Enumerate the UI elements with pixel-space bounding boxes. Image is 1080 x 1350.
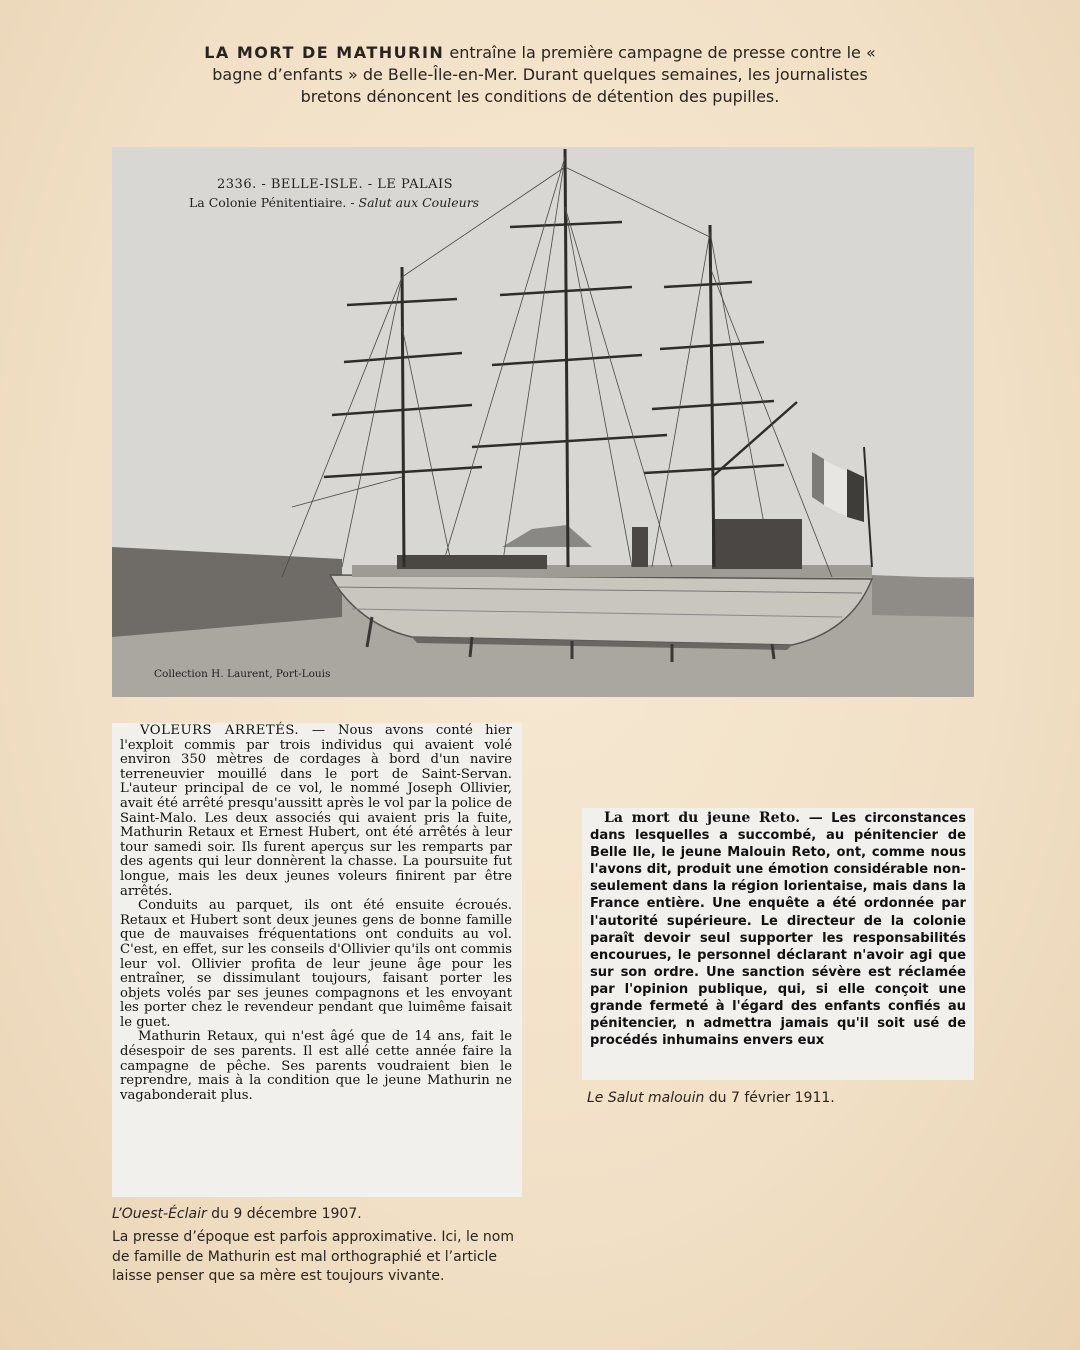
newspaper-clipping-reto xyxy=(582,808,974,1080)
newspaper-clipping-voleurs xyxy=(112,723,522,1197)
postcard-title: 2336. - BELLE-ISLE. - LE PALAIS xyxy=(217,177,454,192)
note-text: La presse d’époque est parfois approximative. Ici, le nom de famille de Mathurin est mal orthographié et l’article laisse penser que sa mère est toujours vivante. xyxy=(112,1229,515,1284)
caption2-source: Le Salut malouin xyxy=(587,1090,705,1106)
caption1-date: du 9 décembre 1907. xyxy=(206,1206,362,1222)
postcard-subtitle-a: La Colonie Pénitentiaire. - xyxy=(189,195,359,210)
caption-salut-malouin xyxy=(587,1089,835,1108)
clip2-paragraph xyxy=(590,810,966,1049)
caption2-date: du 7 février 1911. xyxy=(704,1090,835,1106)
clip1-p1: Nous avons conté hier l'exploit commis par trois individus qui avaient volé environ 350 mètres de cordages à bord d'un navire terreneuvier mouillé dans le port de Saint-Servan. L'auteur principal de ce vol, le nommé Joseph Ollivier, avait été arrêté presqu'aussitt après le vol par la police de Saint-Malo. Les deux associés qui avaient pris la fuite, Mathurin Retaux et Ernest Hubert, ont été arrêtés à leur tour samedi soir. Ils furent aperçus sur les remparts par des agents qui leur donnèrent la chasse. La poursuite fut longue, mais les deux jeunes voleurs finirent par être arrêtés. xyxy=(120,723,512,899)
caption-ouest-eclair xyxy=(112,1205,362,1224)
intro-body: entraîne la première campagne de presse contre le « bagne d’enfants » de Belle-Île-en-Mer. Durant quelques semaines, les journalistes bretons dénoncent les conditions de détention des pupilles. xyxy=(212,43,876,106)
clip2-body: Les circonstances dans lesquelles a succombé, au pénitencier de Belle Ile, le jeune Malouin Reto, ont, comme nous l'avons dit, produit une émotion considérable non-seulement dans la région lorientaise, mais dans la France entière. Une enquête a été ordonnée par l'autorité supérieure. Le directeur de la colonie paraît devoir seul supporter les responsabilités encourues, le personnel déclarant n'avoir agi que sur son ordre. Une sanction sévère est réclamée par l'opinion publique, qui, si elle conçoit une grande fermeté à l'égard des enfants confiés au pénitencier, n admettra jamais qu'il soit usé de procédés inhumains envers eux xyxy=(590,811,966,1049)
clip2-heading: La mort du jeune Reto. — xyxy=(604,810,823,826)
postcard-collection: Collection H. Laurent, Port-Louis xyxy=(154,668,331,680)
ship-photo-postcard xyxy=(112,147,974,697)
clip1-paragraph: Mathurin Retaux, qui n'est âgé que de 14 ans, fait le désespoir de ses parents. Il est allé cette année faire la campagne de pêche. Ses parents voudraient bien le reprendre, mais à la condition que le jeune Mathurin ne vagabonderait plus. xyxy=(120,1029,512,1103)
ship-illustration xyxy=(112,147,974,697)
intro-lead: LA MORT DE MATHURIN xyxy=(204,43,445,62)
clip1-heading: VOLEURS ARRETÉS. — xyxy=(140,723,326,738)
postcard-subtitle xyxy=(189,195,479,210)
intro-text xyxy=(180,42,900,108)
clip1-paragraph: Conduits au parquet, ils ont été ensuite écroués. Retaux et Hubert sont deux jeunes gens de bonne famille que de mauvaises fréquentations ont conduits au vol. C'est, en effet, sur les conseils d'Ollivier qu'ils ont commis leur vol. Ollivier profita de leur jeune âge pour les entraîner, se dissimulant toujours, faisant porter les objets volés par ses jeunes compagnons et les envoyant les porter chez le revendeur pendant que luimême faisait le guet. xyxy=(120,898,512,1030)
clip1-paragraph xyxy=(120,724,512,899)
postcard-subtitle-b: Salut aux Couleurs xyxy=(358,195,480,210)
caption1-source: L’Ouest-Éclair xyxy=(112,1206,207,1222)
